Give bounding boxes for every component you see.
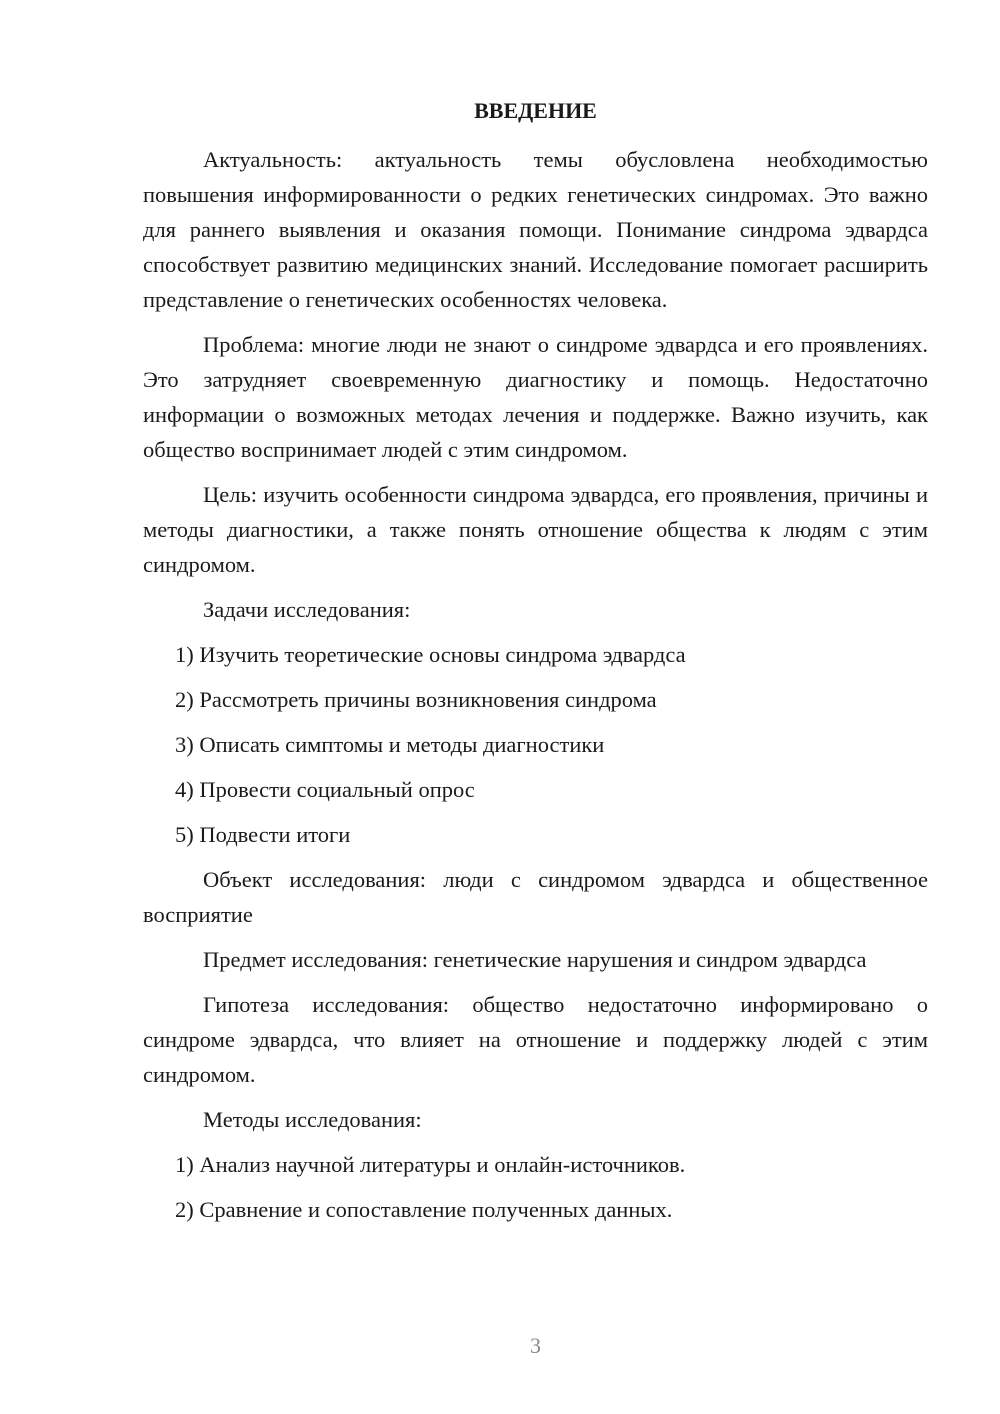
document-page [143,0,928,1414]
document-body [143,142,928,1237]
list-item: 1) Изучить теоретические основы синдрома эдвардса [175,642,686,667]
list-item: 5) Подвести итоги [175,822,351,847]
object-paragraph: Объект исследования: люди с синдромом эдвардса и общественное восприятие [143,867,928,927]
tasks-list [143,637,928,852]
list-item: 1) Анализ научной литературы и онлайн-источников. [175,1152,686,1177]
hypothesis-paragraph: Гипотеза исследования: общество недостаточно информировано о синдроме эдвардса, что влияет на отношение и поддержку людей с этим синдромом. [143,992,928,1087]
list-item: 2) Рассмотреть причины возникновения синдрома [175,687,657,712]
list-item: 4) Провести социальный опрос [175,777,475,802]
goal-paragraph: Цель: изучить особенности синдрома эдвардса, его проявления, причины и методы диагностики, а также понять отношение общества к людям с этим синдромом. [143,482,928,577]
relevance-paragraph: Актуальность: актуальность темы обусловлена необходимостью повышения информированности о редких генетических синдромах. Это важно для раннего выявления и оказания помощи. Понимание синдрома эдвардса способствует развитию медицинских знаний. Исследование помогает расширить представление о генетических особенностях человека. [143,147,928,312]
page-number: 3 [530,1333,541,1358]
list-item: 3) Описать симптомы и методы диагностики [175,732,605,757]
list-item: 2) Сравнение и сопоставление полученных данных. [175,1197,673,1222]
problem-paragraph: Проблема: многие люди не знают о синдроме эдвардса и его проявлениях. Это затрудняет своевременную диагностику и помощь. Недостаточно информации о возможных методах лечения и поддержке. Важно изучить, как общество воспринимает людей с этим синдромом. [143,332,928,462]
page-title: ВВЕДЕНИЕ [474,98,597,123]
methods-list [143,1147,928,1227]
subject-paragraph: Предмет исследования: генетические нарушения и синдром эдвардса [203,947,867,972]
tasks-heading: Задачи исследования: [203,597,411,622]
methods-heading: Методы исследования: [203,1107,422,1132]
